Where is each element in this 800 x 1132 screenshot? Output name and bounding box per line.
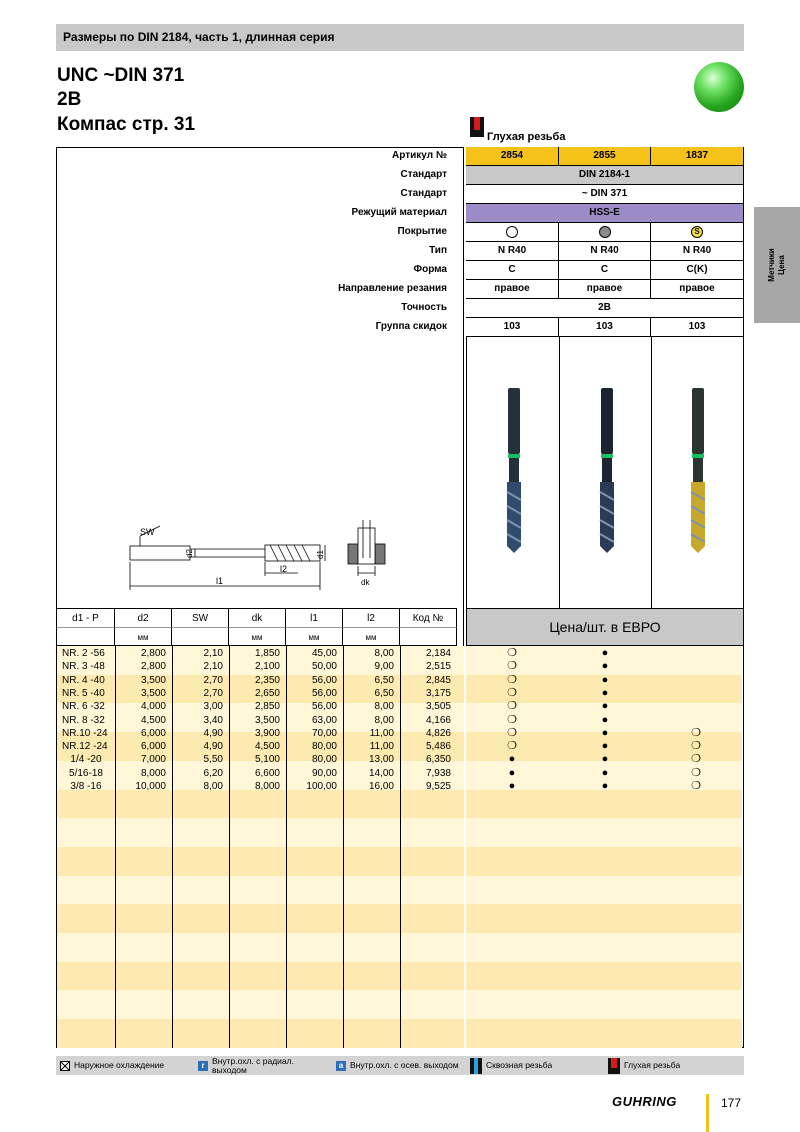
table-cell: 3/8 -16 bbox=[70, 781, 102, 792]
table-cell: 1,850 bbox=[254, 648, 280, 659]
spec-label: Стандарт bbox=[400, 188, 447, 199]
available-on-request-icon: ❍ bbox=[691, 740, 701, 753]
cutting-direction: правое bbox=[651, 280, 744, 299]
table-cell: 8,000 bbox=[140, 767, 166, 779]
table-cell: 80,00 bbox=[311, 754, 337, 766]
unit-cell: мм bbox=[343, 627, 400, 646]
table-cell: 4,826 bbox=[425, 727, 451, 739]
table-cell: 2,70 bbox=[203, 674, 223, 686]
price-header: Цена/шт. в ЕВРО bbox=[467, 609, 743, 646]
diagram-d1-label: d1 bbox=[316, 550, 325, 559]
in-stock-icon: ● bbox=[601, 686, 609, 699]
table-cell: 4,000 bbox=[140, 701, 166, 713]
tool-form: C(K) bbox=[651, 261, 744, 280]
table-header: d2 bbox=[115, 608, 172, 627]
table-cell: NR.12 -24 bbox=[62, 741, 108, 753]
blind-thread-legend-icon bbox=[608, 1058, 620, 1074]
unit-cell: мм bbox=[229, 627, 286, 646]
table-cell: 11,00 bbox=[369, 727, 394, 739]
available-on-request-icon: ❍ bbox=[507, 740, 517, 753]
table-cell: 2,100 bbox=[254, 661, 280, 673]
table-cell: NR. 3 -48 bbox=[62, 661, 105, 673]
title-bar: Размеры по DIN 2184, часть 1, длинная серия bbox=[56, 24, 744, 51]
article-number: 1837 bbox=[651, 147, 744, 166]
standard-1: DIN 2184-1 bbox=[466, 166, 744, 185]
table-cell: 6,350 bbox=[425, 754, 451, 766]
legend-external-cooling: Наружное охлаждение bbox=[74, 1060, 165, 1070]
tap-tool-image-3 bbox=[687, 388, 709, 553]
table-cell: 3,500 bbox=[140, 674, 166, 686]
table-cell: 5,50 bbox=[203, 754, 223, 766]
column-divider bbox=[651, 337, 652, 609]
table-cell: 56,00 bbox=[311, 687, 337, 699]
table-cell: 80,00 bbox=[311, 741, 337, 753]
in-stock-icon: ● bbox=[601, 766, 609, 779]
page-number: 177 bbox=[721, 1096, 742, 1110]
available-on-request-icon: ❍ bbox=[507, 700, 517, 713]
table-cell: 4,500 bbox=[254, 741, 280, 753]
category-ball-icon bbox=[694, 62, 744, 112]
brand-accent-bar bbox=[706, 1094, 709, 1132]
table-cell: 2,184 bbox=[425, 648, 451, 659]
legend-axial-cooling: Внутр.охл. с осев. выходом bbox=[350, 1060, 459, 1070]
unit-cell bbox=[57, 627, 115, 646]
coating-cell bbox=[559, 223, 651, 242]
diagram-sw-label: SW bbox=[140, 527, 155, 537]
table-cell: NR. 6 -32 bbox=[62, 701, 105, 713]
standard-2: ~ DIN 371 bbox=[466, 185, 744, 204]
diagram-l1-label: l1 bbox=[216, 576, 224, 586]
yellow-coating-icon: S bbox=[691, 226, 703, 238]
precision: 2B bbox=[466, 299, 744, 318]
table-cell: 8,000 bbox=[254, 781, 280, 792]
side-tab[interactable] bbox=[754, 207, 800, 323]
title-line-2: 2B bbox=[57, 89, 82, 110]
table-cell: 11,00 bbox=[369, 741, 394, 753]
coating-cell bbox=[466, 223, 559, 242]
table-cell: 3,505 bbox=[425, 701, 451, 713]
available-on-request-icon: ❍ bbox=[507, 726, 517, 739]
tool-type: N R40 bbox=[651, 242, 744, 261]
legend-footer bbox=[56, 1056, 744, 1075]
table-cell: 4,90 bbox=[203, 741, 223, 753]
available-on-request-icon: ❍ bbox=[507, 660, 517, 673]
available-on-request-icon: ❍ bbox=[507, 686, 517, 699]
available-on-request-icon: ❍ bbox=[507, 713, 517, 726]
column-divider bbox=[559, 337, 560, 609]
spec-label: Направление резания bbox=[338, 283, 447, 294]
table-header: Код № bbox=[400, 608, 457, 627]
radial-cooling-icon: r bbox=[198, 1061, 208, 1071]
table-cell: 3,500 bbox=[140, 687, 166, 699]
table-cell: 2,350 bbox=[254, 674, 280, 686]
diagram-d2-label: d2 bbox=[185, 549, 194, 558]
in-stock-icon: ● bbox=[601, 673, 609, 686]
available-on-request-icon: ❍ bbox=[691, 726, 701, 739]
external-cooling-icon bbox=[60, 1061, 70, 1071]
tool-form: C bbox=[466, 261, 559, 280]
blind-thread-icon bbox=[470, 117, 484, 137]
spec-label: Стандарт bbox=[400, 169, 447, 180]
table-cell: 6,000 bbox=[140, 727, 166, 739]
diagram-l2-label: l2 bbox=[280, 564, 288, 574]
table-cell: NR. 5 -40 bbox=[62, 687, 105, 699]
panel-gap bbox=[464, 646, 466, 1048]
in-stock-icon: ● bbox=[601, 753, 609, 766]
in-stock-icon: ● bbox=[508, 753, 516, 766]
table-cell: 16,00 bbox=[368, 781, 394, 792]
table-cell: 2,845 bbox=[425, 674, 451, 686]
table-cell: 8,00 bbox=[374, 701, 394, 713]
spec-label: Группа скидок bbox=[375, 321, 447, 332]
cutting-direction: правое bbox=[559, 280, 651, 299]
available-on-request-icon: ❍ bbox=[691, 780, 701, 792]
spec-label: Форма bbox=[413, 264, 447, 275]
tap-dimension-diagram bbox=[120, 518, 390, 598]
discount-group: 103 bbox=[466, 318, 559, 337]
table-cell: 8,00 bbox=[203, 781, 223, 792]
table-cell: 70,00 bbox=[311, 727, 337, 739]
through-thread-icon bbox=[470, 1058, 482, 1074]
available-on-request-icon: ❍ bbox=[507, 673, 517, 686]
table-cell: 3,500 bbox=[254, 714, 280, 726]
table-cell: 5,100 bbox=[254, 754, 280, 766]
title-line-1: UNC ~DIN 371 bbox=[57, 65, 185, 86]
table-cell: 6,50 bbox=[374, 687, 394, 699]
cutting-direction: правое bbox=[466, 280, 559, 299]
available-on-request-icon: ❍ bbox=[691, 766, 701, 779]
table-cell: NR. 8 -32 bbox=[62, 714, 105, 726]
side-tab-line2: Цена bbox=[777, 255, 786, 275]
spec-label: Режущий материал bbox=[351, 207, 447, 218]
table-cell: 63,00 bbox=[311, 714, 337, 726]
article-number: 2854 bbox=[466, 147, 559, 166]
in-stock-icon: ● bbox=[601, 647, 609, 659]
table-cell: 8,00 bbox=[374, 648, 394, 659]
table-cell: 2,70 bbox=[203, 687, 223, 699]
table-cell: 2,10 bbox=[203, 661, 223, 673]
table-cell: 6,600 bbox=[254, 767, 280, 779]
tap-tool-image-2 bbox=[596, 388, 618, 553]
tool-form: C bbox=[559, 261, 651, 280]
table-header: SW bbox=[172, 608, 229, 627]
table-cell: 13,00 bbox=[368, 754, 394, 766]
table-cell: 9,00 bbox=[374, 661, 394, 673]
legend-through-thread: Сквозная резьба bbox=[486, 1060, 553, 1070]
legend-radial-cooling: Внутр.охл. с радиал. выходом bbox=[212, 1055, 294, 1075]
table-cell: 2,650 bbox=[254, 687, 280, 699]
diagram-dk-label: dk bbox=[361, 578, 370, 587]
discount-group: 103 bbox=[559, 318, 651, 337]
table-cell: 3,00 bbox=[203, 701, 223, 713]
table-cell: 6,20 bbox=[203, 767, 223, 779]
table-cell: NR.10 -24 bbox=[62, 727, 108, 739]
table-cell: 7,000 bbox=[140, 754, 166, 766]
table-cell: 5/16-18 bbox=[69, 767, 103, 779]
in-stock-icon: ● bbox=[601, 660, 609, 673]
table-header: l2 bbox=[343, 608, 400, 627]
available-on-request-icon: ❍ bbox=[507, 647, 517, 659]
table-cell: 4,500 bbox=[140, 714, 166, 726]
table-header: l1 bbox=[286, 608, 343, 627]
side-tab-line1: Метчики bbox=[767, 248, 776, 282]
in-stock-icon: ● bbox=[601, 780, 609, 792]
table-cell: 10,000 bbox=[135, 781, 166, 792]
spec-label: Артикул № bbox=[392, 150, 447, 161]
table-cell: 50,00 bbox=[311, 661, 337, 673]
tool-type: N R40 bbox=[559, 242, 651, 261]
table-header: dk bbox=[229, 608, 286, 627]
table-cell: 2,800 bbox=[140, 661, 166, 673]
unit-cell: мм bbox=[115, 627, 172, 646]
in-stock-icon: ● bbox=[601, 700, 609, 713]
brand-logo: GUHRING bbox=[612, 1094, 677, 1109]
uncoated-icon bbox=[506, 226, 518, 238]
unit-cell bbox=[400, 627, 457, 646]
table-cell: 6,50 bbox=[374, 674, 394, 686]
table-cell: 4,166 bbox=[425, 714, 451, 726]
table-cell: 90,00 bbox=[311, 767, 337, 779]
table-cell: 2,850 bbox=[254, 701, 280, 713]
in-stock-icon: ● bbox=[508, 766, 516, 779]
table-cell: 56,00 bbox=[311, 674, 337, 686]
table-header: d1 - P bbox=[57, 608, 115, 627]
tap-tool-image-1 bbox=[503, 388, 525, 553]
table-cell: NR. 4 -40 bbox=[62, 674, 105, 686]
spec-label: Точность bbox=[401, 302, 447, 313]
article-number: 2855 bbox=[559, 147, 651, 166]
cutting-material: HSS-E bbox=[466, 204, 744, 223]
tool-type: N R40 bbox=[466, 242, 559, 261]
unit-cell bbox=[172, 627, 229, 646]
spec-label: Тип bbox=[429, 245, 447, 256]
table-cell: 1/4 -20 bbox=[70, 754, 102, 766]
table-cell: 8,00 bbox=[374, 714, 394, 726]
table-cell: 2,800 bbox=[140, 648, 166, 659]
section-label: Глухая резьба bbox=[487, 131, 566, 143]
spec-label: Покрытие bbox=[397, 226, 447, 237]
coating-cell bbox=[651, 223, 744, 242]
in-stock-icon: ● bbox=[601, 740, 609, 753]
table-cell: 6,000 bbox=[140, 741, 166, 753]
table-cell: NR. 2 -56 bbox=[62, 648, 105, 659]
table-cell: 56,00 bbox=[311, 701, 337, 713]
discount-group: 103 bbox=[651, 318, 744, 337]
title-line-3: Компас стр. 31 bbox=[57, 114, 196, 135]
table-cell: 7,938 bbox=[425, 767, 451, 779]
in-stock-icon: ● bbox=[601, 713, 609, 726]
table-cell: 14,00 bbox=[368, 767, 394, 779]
table-cell: 5,486 bbox=[425, 741, 451, 753]
table-cell: 2,10 bbox=[203, 648, 223, 659]
table-cell: 3,900 bbox=[254, 727, 280, 739]
table-cell: 9,525 bbox=[425, 781, 451, 792]
table-cell: 4,90 bbox=[203, 727, 223, 739]
table-cell: 2,515 bbox=[425, 661, 451, 673]
table-cell: 3,175 bbox=[425, 687, 451, 699]
table-cell: 3,40 bbox=[203, 714, 223, 726]
table-cell: 100,00 bbox=[306, 781, 337, 792]
in-stock-icon: ● bbox=[601, 726, 609, 739]
unit-cell: мм bbox=[286, 627, 343, 646]
in-stock-icon: ● bbox=[508, 780, 516, 792]
table-cell: 45,00 bbox=[311, 648, 337, 659]
available-on-request-icon: ❍ bbox=[691, 753, 701, 766]
grey-coating-icon bbox=[599, 226, 611, 238]
legend-blind-thread: Глухая резьба bbox=[624, 1060, 681, 1070]
axial-cooling-icon: a bbox=[336, 1061, 346, 1071]
